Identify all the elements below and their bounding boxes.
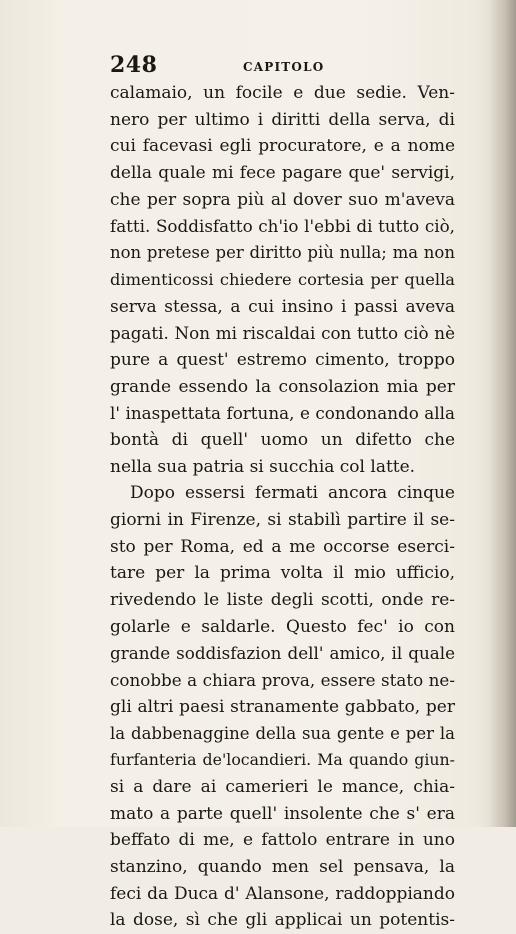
text-line: la dabbenaggine della sua gente e per la — [110, 723, 455, 743]
text-line: sto per Roma, ed a me occorse eserci- — [110, 536, 455, 557]
text-line: nero per ultimo i diritti della serva, di — [110, 109, 455, 130]
text-line: gli altri paesi stranamente gabbato, per — [110, 696, 455, 717]
text-line: tare per la prima volta il mio ufficio, — [110, 563, 455, 584]
text-line: golarle e saldarle. Questo fec' io con — [110, 616, 455, 637]
text-line: giorni in Firenze, si stabilì partire il se- — [110, 510, 455, 530]
text-line: beffato di me, e fattolo entrare in uno — [110, 830, 455, 851]
text-line: nella sua patria si succhia col latte. — [110, 456, 416, 477]
running-head: CAPITOLO — [243, 60, 325, 74]
text-line: grande essendo la consolazion mia per — [110, 376, 455, 397]
text-line: stanzino, quando men sel pensava, la — [110, 856, 455, 877]
text-line: si a dare ai camerieri le mance, chia- — [110, 776, 455, 797]
text-line: della quale mi fece pagare que' servigi, — [110, 163, 455, 184]
page-number: 248 — [110, 52, 158, 78]
text-line: serva stessa, a cui insino i passi aveva — [110, 296, 455, 317]
text-line: non pretese per diritto più nulla; ma non — [110, 243, 455, 263]
text-line: che per sopra più al dover suo m'aveva — [110, 189, 455, 210]
text-line: pure a quest' estremo cimento, troppo — [110, 349, 455, 370]
text-line: Dopo essersi fermati ancora cinque — [130, 483, 455, 504]
body-text — [110, 80, 455, 934]
page-header — [110, 52, 410, 82]
text-line: feci da Duca d' Alansone, raddoppiando — [110, 883, 455, 904]
text-line: rivedendo le liste degli scotti, onde re- — [110, 590, 455, 611]
text-line: dimenticossi chiedere cortesia per quella — [110, 269, 455, 289]
text-line: la dose, sì che gli applicai un potentis- — [110, 910, 455, 931]
text-line: l' inaspettata fortuna, e condonando alla — [110, 403, 455, 424]
page-edge-shadow — [488, 0, 516, 827]
text-line: grande soddisfazion dell' amico, il quale — [110, 643, 455, 664]
text-line: calamaio, un focile e due sedie. Ven- — [110, 83, 455, 103]
text-line: conobbe a chiara prova, essere stato ne- — [110, 670, 455, 691]
text-line: pagati. Non mi riscaldai con tutto ciò nè — [110, 323, 455, 344]
text-line: furfanteria de'locandieri. Ma quando giun- — [110, 750, 455, 770]
text-line: bontà di quell' uomo un difetto che — [110, 429, 455, 450]
text-line: fatti. Soddisfatto ch'io l'ebbi di tutto ciò, — [110, 216, 455, 237]
text-line: cui facevasi egli procuratore, e a nome — [110, 136, 455, 157]
text-line: mato a parte quell' insolente che s' era — [110, 803, 455, 824]
